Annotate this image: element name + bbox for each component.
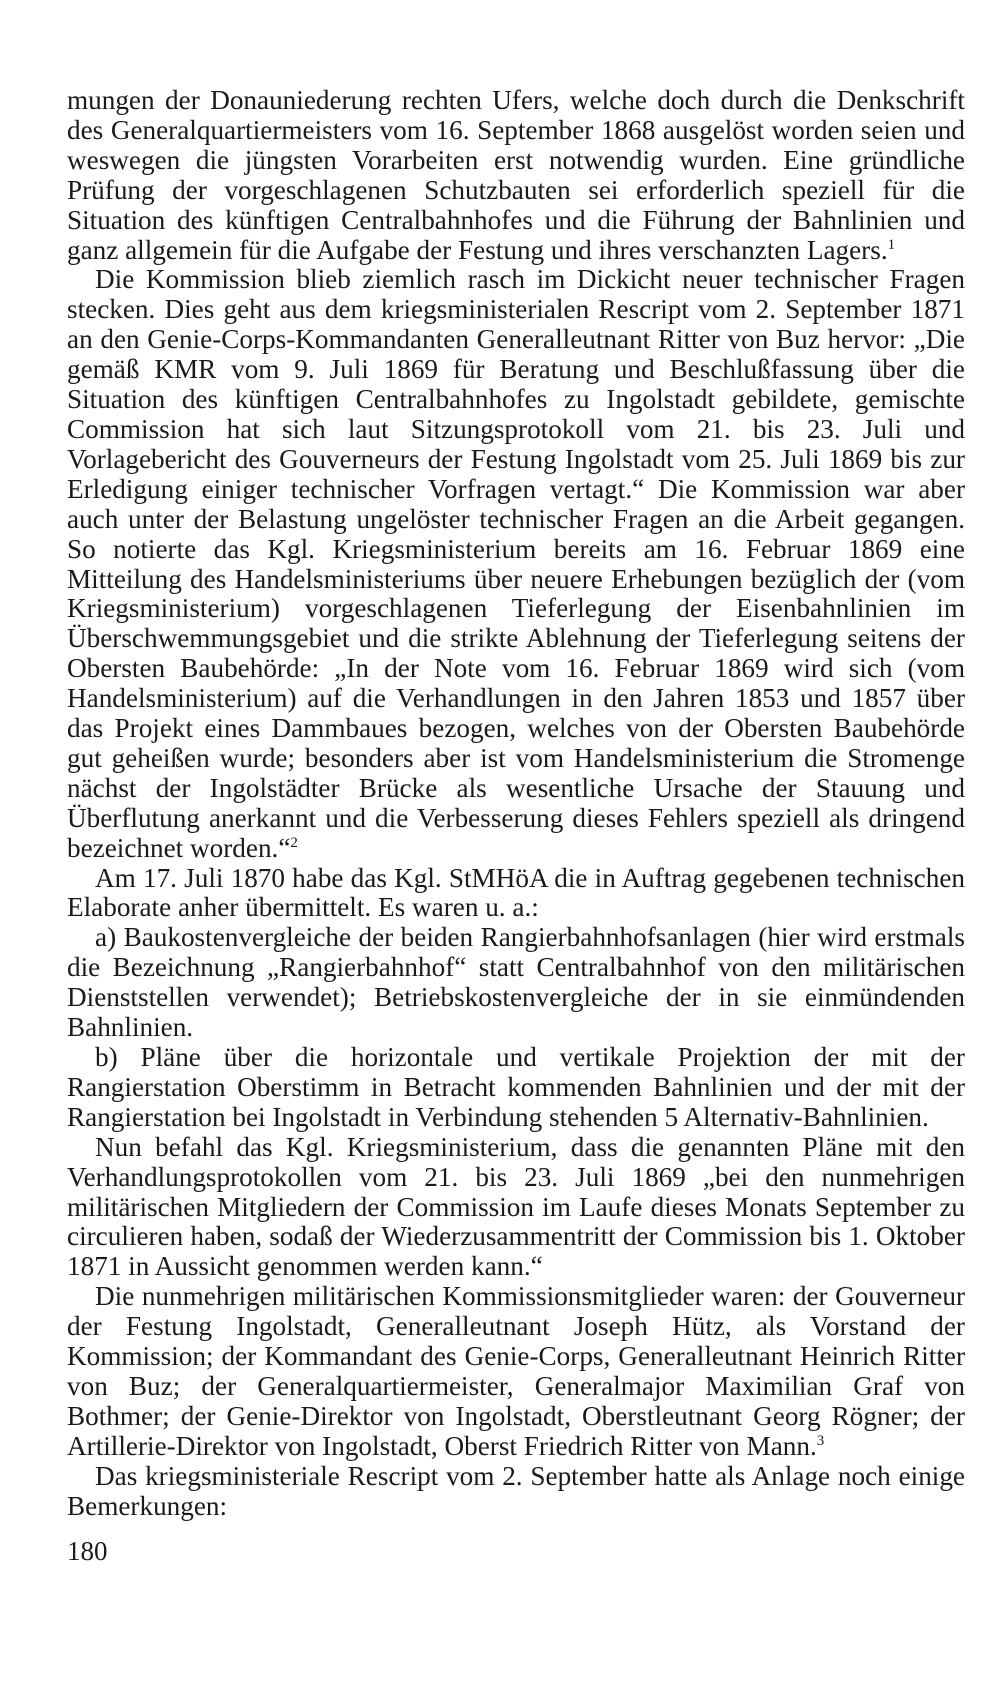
paragraph-text: Die nunmehrigen militärischen Kommissionsmitglieder waren: der Gouverneur der Festung Ingolstadt, Generalleutnant Joseph Hütz, als Vorstand der Kommission; der Kommandant des Genie-Corps, Generalleutnant Heinrich Ritter von Buz; der Generalquartiermeister, Generalmajor Maximilian Graf von Bothmer; der Genie-Direktor von Ingolstadt, Oberstleutnant Georg Rögner; der Artillerie-Direktor von Ingolstadt, Oberst Friedrich Ritter von Mann. <box>67 1281 965 1461</box>
paragraph-text: Nun befahl das Kgl. Kriegsministerium, dass die genannten Pläne mit den Verhandlungsprotokollen vom 21. bis 23. Juli 1869 „bei den nunmehrigen militärischen Mitgliedern der Commission im Laufe dieses Monats September zu circulieren haben, sodaß der Wiederzusammentritt der Commission bis 1. Oktober 1871 in Aussicht genommen werden kann.“ <box>67 1131 965 1282</box>
paragraph-text: a) Baukostenvergleiche der beiden Rangierbahnhofsanlagen (hier wird erstmals die Bezeichnung „Rangierbahnhof“ statt Centralbahnhof von den militärischen Dienststellen verwendet); Betriebskostenvergleiche der in sie einmündenden Bahnlinien. <box>67 922 965 1043</box>
paragraph-members <box>67 1282 965 1461</box>
paragraph-commission <box>67 265 965 863</box>
page-body <box>67 86 965 1522</box>
paragraph-text: Am 17. Juli 1870 habe das Kgl. StMHöA die in Auftrag gegebenen technischen Elaborate anher übermittelt. Es waren u. a.: <box>67 862 965 923</box>
paragraph-order <box>67 1133 965 1283</box>
paragraph-text: mungen der Donauniederung rechten Ufers, welche doch durch die Denkschrift des Generalquartiermeisters vom 16. September 1868 ausgelöst worden seien und weswegen die jüngsten Vorarbeiten erst notwendig wurden. Eine gründliche Prüfung der vorgeschlagenen Schutzbauten sei erforderlich speziell für die Situation des künftigen Centralbahnhofes und die Führung der Bahnlinien und ganz allgemein für die Aufgabe der Festung und ihres verschanzten Lagers. <box>67 85 965 265</box>
list-item-a <box>67 923 965 1043</box>
page-number: 180 <box>67 1536 108 1566</box>
list-item-b <box>67 1043 965 1133</box>
footnote-marker: 2 <box>290 834 298 851</box>
footnote-marker: 1 <box>887 236 896 253</box>
footnote-marker: 3 <box>816 1432 825 1449</box>
paragraph-text: b) Pläne über die horizontale und vertikale Projektion der mit der Rangierstation Oberstimm in Betracht kommenden Bahnlinien und der mit der Rangierstation bei Ingolstadt in Verbindung stehenden 5 Alternativ-Bahnlinien. <box>67 1042 965 1132</box>
paragraph-rescript <box>67 1462 965 1522</box>
paragraph-text: Das kriegsministeriale Rescript vom 2. September hatte als Anlage noch einige Bemerkungen: <box>67 1460 965 1521</box>
paragraph-continuation <box>67 86 965 265</box>
paragraph-elaborate <box>67 864 965 924</box>
paragraph-text: Die Kommission blieb ziemlich rasch im Dickicht neuer technischer Fragen stecken. Dies geht aus dem kriegsministerialen Rescript vom 2. September 1871 an den Genie-Corps-Kommandanten Generalleutnant Ritter von Buz hervor: „Die gemäß KMR vom 9. Juli 1869 für Beratung und Beschlußfassung über die Situation des künftigen Centralbahnhofes zu Ingolstadt gebildete, gemischte Commission hat sich laut Sitzungsprotokoll vom 21. bis 23. Juli und Vorlagebericht des Gouverneurs der Festung Ingolstadt vom 25. Juli 1869 bis zur Erledigung einiger technischer Vorfragen vertagt.“ Die Kommission war aber auch unter der Belastung ungelöster technischer Fragen an die Arbeit gegangen. So notierte das Kgl. Kriegsministerium bereits am 16. Februar 1869 eine Mitteilung des Handelsministeriums über neuere Erhebungen bezüglich der (vom Kriegsministerium) vorgeschlagenen Tieferlegung der Eisenbahnlinien im Überschwemmungsgebiet und die strikte Ablehnung der Tieferlegung seitens der Obersten Baubehörde: „In der Note vom 16. Februar 1869 wird sich (vom Handelsministerium) auf die Verhandlungen in den Jahren 1853 und 1857 über das Projekt eines Dammbaues bezogen, welches von der Obersten Baubehörde gut geheißen wurde; besonders aber ist vom Handelsministerium die Stromenge nächst der Ingolstädter Brücke als wesentliche Ursache der Stauung und Überflutung anerkannt und die Verbesserung dieses Fehlers speziell als dringend bezeichnet worden.“ <box>67 264 965 863</box>
